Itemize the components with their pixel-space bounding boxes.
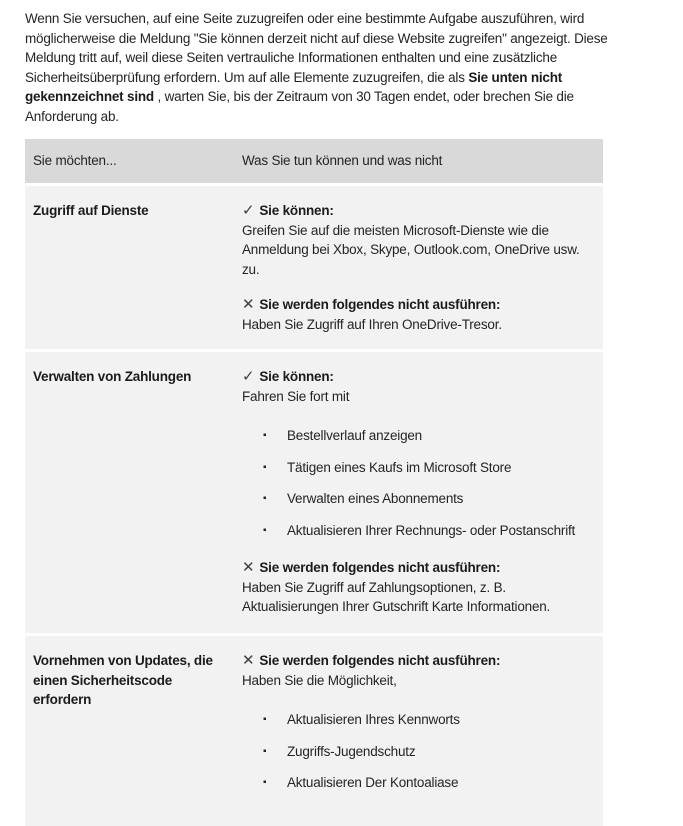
list-item-text: Bestellverlauf anzeigen <box>287 428 422 443</box>
cannot-heading <box>242 558 595 578</box>
cannot-label: Sie werden folgendes nicht ausführen: <box>259 560 501 575</box>
capability-table <box>25 139 603 826</box>
row-title-payments: Verwalten von Zahlungen <box>33 369 192 384</box>
can-label: Sie können: <box>259 369 334 384</box>
cannot-block <box>242 295 595 334</box>
can-text: Fahren Sie fort mit <box>242 388 350 404</box>
column-header-what-you-can-do: Was Sie tun können und was nicht <box>242 153 443 169</box>
bullet-icon: ▪ <box>263 524 267 536</box>
cannot-heading <box>242 295 595 315</box>
can-text: Greifen Sie auf die meisten Microsoft-Dienste wie die Anmeldung bei Xbox, Skype, Outlook.com, OneDrive usw. zu. <box>242 222 580 277</box>
row-title-services: Zugriff auf Dienste <box>33 203 149 218</box>
bullet-icon: ▪ <box>263 461 267 473</box>
list-item <box>263 458 595 478</box>
bullet-icon: ▪ <box>263 777 267 788</box>
intro-text-end: , warten Sie, bis der Zeitraum von 30 Tagen endet, oder brechen Sie die Anforderung ab. <box>25 89 574 124</box>
list-item-text: Tätigen eines Kaufs im Microsoft Store <box>287 459 512 475</box>
cannot-block <box>242 651 595 793</box>
can-do-list <box>263 426 595 540</box>
column-header-you-want: Sie möchten... <box>33 153 117 169</box>
list-item-text: Aktualisieren Ihrer Rechnungs- oder Postanschrift <box>287 522 576 538</box>
bullet-icon: ▪ <box>263 430 267 441</box>
intro-text-start: Wenn Sie versuchen, auf eine Seite zuzugreifen oder eine bestimmte Aufgabe auszuführen, wird möglicherweise die Meldung "Sie können derzeit nicht auf diese Website zugreifen" angezeigt. Diese Meldung tritt auf, weil diese Seiten vertrauliche Informationen enthalten und eine zusätzliche Sicherheitsüberprüfung erfordern. Um auf alle Elemente zuzugreifen, die als <box>25 11 608 85</box>
table-header-row <box>25 139 603 183</box>
table-row-security-updates <box>25 636 603 826</box>
list-item <box>263 426 595 446</box>
list-item <box>263 773 595 793</box>
cannot-label: Sie werden folgendes nicht ausführen: <box>259 297 501 312</box>
can-heading <box>242 367 595 387</box>
cannot-text: Haben Sie Zugriff auf Ihren OneDrive-Tresor. <box>242 316 502 332</box>
can-block <box>242 201 595 279</box>
cannot-text: Haben Sie Zugriff auf Zahlungsoptionen, z. B. Aktualisierungen Ihrer Gutschrift Karte Informationen. <box>242 579 551 614</box>
table-row-payments <box>25 352 603 633</box>
bullet-icon: ▪ <box>263 714 267 725</box>
list-item <box>263 489 595 509</box>
list-item <box>263 710 595 730</box>
row-content-security-updates <box>240 636 603 826</box>
cross-icon: ✕ <box>242 652 255 669</box>
intro-paragraph <box>25 9 610 126</box>
list-item-text: Zugriffs-Jugendschutz <box>287 743 416 759</box>
cannot-label: Sie werden folgendes nicht ausführen: <box>259 653 501 668</box>
can-heading <box>242 201 595 221</box>
can-label: Sie können: <box>259 203 334 218</box>
cross-icon: ✕ <box>242 296 255 313</box>
cannot-text: Haben Sie die Möglichkeit, <box>242 672 397 688</box>
cannot-do-list <box>263 710 595 793</box>
can-block <box>242 367 595 540</box>
cannot-heading <box>242 651 595 671</box>
row-content-payments <box>240 352 603 633</box>
list-item-text: Verwalten eines Abonnements <box>287 491 464 506</box>
intro-bold-phrase: Sie unten nicht gekennzeichnet sind <box>25 69 563 104</box>
cannot-block <box>242 558 595 617</box>
bullet-icon: ▪ <box>263 745 267 757</box>
row-content-services <box>240 186 603 349</box>
list-item-text: Aktualisieren Ihres Kennworts <box>287 712 460 727</box>
table-row-services <box>25 186 603 349</box>
bullet-icon: ▪ <box>263 493 267 504</box>
cross-icon: ✕ <box>242 559 255 576</box>
row-title-security-updates: Vornehmen von Updates, die einen Sicherheitscode erfordern <box>33 653 213 707</box>
check-icon: ✓ <box>242 368 255 385</box>
list-item <box>263 521 595 541</box>
list-item <box>263 742 595 762</box>
list-item-text: Aktualisieren Der Kontoaliase <box>287 775 459 790</box>
check-icon: ✓ <box>242 202 255 219</box>
